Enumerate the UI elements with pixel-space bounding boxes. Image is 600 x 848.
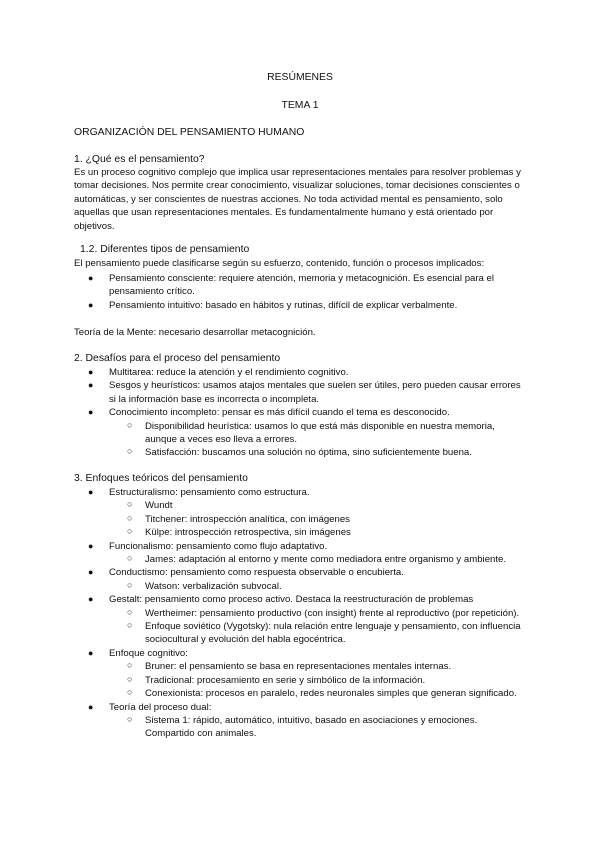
sub-list-item-text: Satisfacción: buscamos una solución no óptima, sino suficientemente buena.	[145, 447, 472, 459]
bullet: ●	[88, 594, 94, 605]
bullet: ●	[88, 701, 94, 712]
bullet: ●	[88, 647, 94, 658]
sub-list-item-text: Disponibilidad heurística: usamos lo que está más disponible en nuestra memoria, aunque a veces eso lleva a errores.	[145, 420, 495, 446]
section-3-heading: 3. Enfoques teóricos del pensamiento	[74, 473, 248, 484]
section-1-2-list	[74, 272, 524, 312]
list-item	[74, 379, 524, 406]
list-item-text: Pensamiento intuitivo: basado en hábitos y rutinas, difícil de explicar verbalmente.	[109, 299, 458, 311]
list-item-text: Sesgos y heurísticos: usamos atajos mentales que suelen ser útiles, pero pueden causar errores si la información base es incorrecta o incompleta.	[109, 380, 521, 405]
sub-bullet: ○	[127, 419, 133, 430]
sub-list-item	[74, 499, 524, 512]
sub-list-item-text: Titchener: introspección analítica, con imágenes	[145, 513, 350, 525]
list-item	[74, 486, 524, 499]
section-1-2-heading: 1.2. Diferentes tipos de pensamiento	[80, 244, 250, 255]
bullet: ●	[88, 567, 94, 578]
bullet: ●	[88, 380, 94, 391]
list-item-text: Gestalt: pensamiento como proceso activo. Destaca la reestructuración de problemas	[109, 594, 474, 606]
sub-bullet: ○	[127, 713, 133, 724]
bullet: ●	[88, 407, 94, 418]
list-item	[74, 299, 524, 312]
sub-list-item-text: Külpe: introspección retrospectiva, sin imágenes	[145, 527, 351, 539]
list-item	[74, 366, 524, 379]
sub-bullet: ○	[127, 579, 133, 590]
sub-list-item	[74, 420, 524, 447]
list-item-text: Enfoque cognitivo:	[109, 647, 188, 659]
sub-list-item	[74, 714, 524, 741]
sub-list-item-text: Sistema 1: rápido, automático, intuitivo, basado en asociaciones y emociones. Compartido con animales.	[145, 714, 478, 740]
sub-bullet: ○	[127, 553, 133, 564]
bullet: ●	[88, 273, 94, 283]
document-title: RESÚMENES	[267, 72, 333, 83]
list-item	[74, 540, 524, 553]
list-item	[74, 593, 524, 606]
sub-list-item-text: Conexionista: procesos en paralelo, redes neuronales simples que generan significado.	[145, 688, 517, 700]
sub-list-item	[74, 513, 524, 526]
sub-list-item	[74, 660, 524, 673]
list-item-text: Pensamiento consciente: requiere atención, memoria y metacognición. Es esencial para el pensamiento crítico.	[109, 273, 495, 298]
bullet: ●	[88, 540, 94, 551]
sub-list-item-text: Bruner: el pensamiento se basa en representaciones mentales internas.	[145, 661, 452, 673]
bullet: ●	[88, 487, 94, 497]
document-subtitle: TEMA 1	[281, 100, 319, 111]
list-item	[74, 272, 524, 299]
sub-bullet: ○	[127, 512, 133, 523]
list-item	[74, 406, 524, 419]
sub-list-item-text: Enfoque soviético (Vygotsky): nula relación entre lenguaje y pensamiento, con influencia sociocultural y evolución del habla egocéntrica.	[145, 621, 521, 646]
sub-list-item	[74, 526, 524, 539]
list-item-text: Multitarea: reduce la atención y el rendimiento cognitivo.	[109, 367, 349, 378]
sub-list-item-text: Tradicional: procesamiento en serie y simbólico de la información.	[145, 674, 426, 686]
sub-list-item	[74, 446, 524, 459]
list-item-text: Estructuralismo: pensamiento como estructura.	[109, 487, 310, 498]
sub-list-item	[74, 687, 524, 700]
sub-list-item-text: Wertheimer: pensamiento productivo (con insight) frente al reproductivo (por repetición).	[145, 607, 520, 619]
section-1-heading: 1. ¿Qué es el pensamiento?	[74, 154, 205, 165]
section-1-paragraph: Es un proceso cognitivo complejo que implica usar representaciones mentales para resolver problemas y tomar decisiones. Nos permite crear conocimiento, visualizar soluciones, tomar decisiones conscientes o automáticas, y ser conscientes de nuestras acciones. No toda actividad mental es pensamiento, solo aquellas que usan representaciones mentales. Es fundamentalmente humano y está orientado por objetivos.	[74, 167, 521, 232]
list-item	[74, 701, 524, 714]
sub-list-item-text: Watson: verbalización subvocal.	[145, 580, 282, 592]
sub-list-item-text: James: adaptación al entorno y mente como mediadora entre organismo y ambiente.	[145, 554, 507, 566]
sub-bullet: ○	[127, 446, 133, 457]
section-3-list	[74, 486, 524, 741]
list-item-text: Funcionalismo: pensamiento como flujo adaptativo.	[109, 540, 328, 552]
list-item-text: Teoría del proceso dual:	[109, 701, 212, 713]
sub-list-item	[74, 580, 524, 593]
sub-list-item	[74, 620, 524, 647]
bullet: ●	[88, 367, 94, 377]
section-1-2-note: Teoría de la Mente: necesario desarrollar metacognición.	[74, 327, 316, 338]
sub-list-item	[74, 553, 524, 566]
sub-bullet: ○	[127, 620, 133, 631]
sub-bullet: ○	[127, 499, 133, 510]
sub-bullet: ○	[127, 606, 133, 617]
list-item	[74, 647, 524, 660]
bullet: ●	[88, 299, 94, 310]
section-2-heading: 2. Desafíos para el proceso del pensamiento	[74, 353, 281, 364]
section-1-2-intro: El pensamiento puede clasificarse según su esfuerzo, contenido, función o procesos implicados:	[74, 258, 485, 269]
sub-list-item-text: Wundt	[145, 500, 173, 512]
list-item-text: Conocimiento incompleto: pensar es más difícil cuando el tema es desconocido.	[109, 407, 450, 419]
sub-list-item	[74, 674, 524, 687]
sub-list-item	[74, 607, 524, 620]
sub-bullet: ○	[127, 673, 133, 684]
section-2-list	[74, 366, 524, 460]
main-title: ORGANIZACIÓN DEL PENSAMIENTO HUMANO	[74, 127, 305, 138]
sub-bullet: ○	[127, 687, 133, 698]
sub-bullet: ○	[127, 526, 133, 537]
sub-bullet: ○	[127, 660, 133, 671]
list-item-text: Conductismo: pensamiento como respuesta observable o encubierta.	[109, 567, 404, 579]
list-item	[74, 566, 524, 579]
